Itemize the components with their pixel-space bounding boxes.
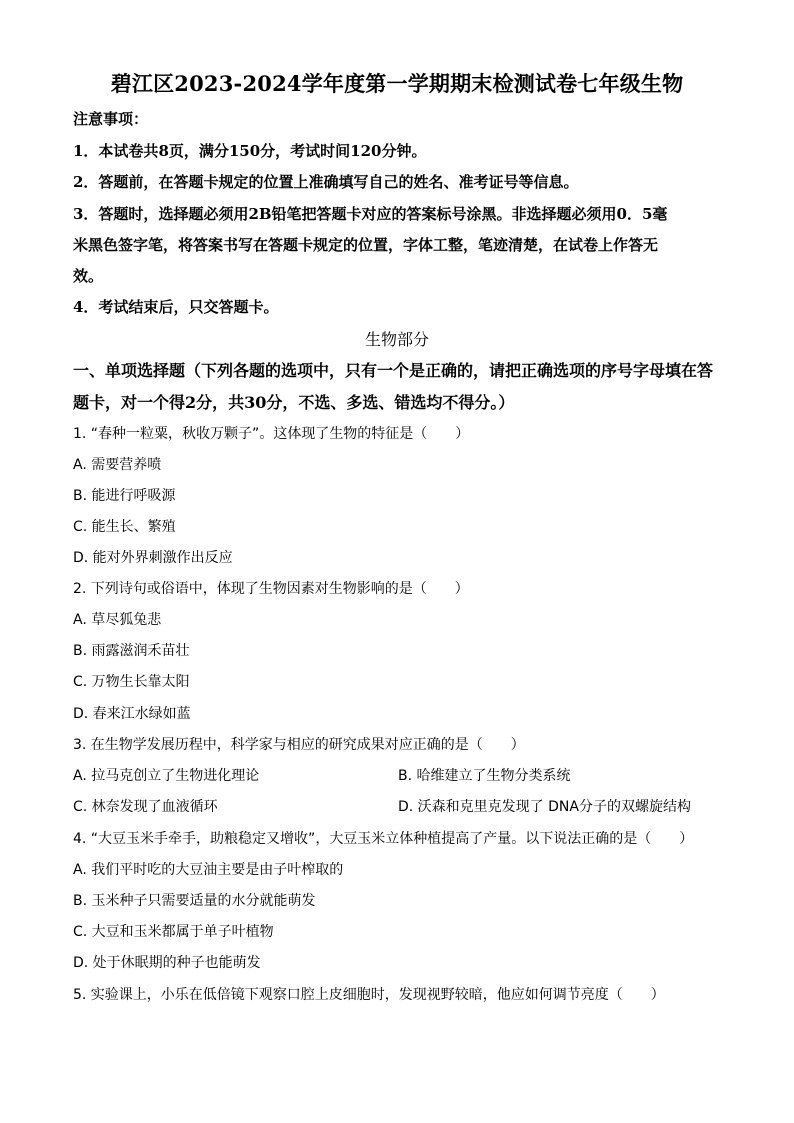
question-3-option-b: B. 哈维建立了生物分类系统 xyxy=(398,768,571,784)
section-heading-line-1: 一、单项选择题（下列各题的选项中，只有一个是正确的，请把正确选项的序号字母填在答 xyxy=(73,361,714,380)
question-1-stem: 1. “春种一粒粟，秋收万颗子”。这体现了生物的特征是（ ） xyxy=(73,426,470,442)
question-3-option-c: C. 林奈发现了血液循环 xyxy=(73,799,218,815)
exam-title: 碧江区2023-2024学年度第一学期期末检测试卷七年级生物 xyxy=(110,71,684,96)
question-1-option-c: C. 能生长、繁殖 xyxy=(73,519,176,535)
notice-item-4: 4．考试结束后，只交答题卡。 xyxy=(73,298,279,316)
question-4-option-c: C. 大豆和玉米都属于单子叶植物 xyxy=(73,924,274,940)
question-1-option-d: D. 能对外界刺激作出反应 xyxy=(73,550,233,566)
notice-item-3-line-3: 效。 xyxy=(73,267,104,285)
question-4-option-b: B. 玉米种子只需要适量的水分就能萌发 xyxy=(73,893,316,909)
notice-item-1: 1．本试卷共8页，满分150分，考试时间120分钟。 xyxy=(73,142,427,160)
question-3-stem: 3. 在生物学发展历程中，科学家与相应的研究成果对应正确的是（ ） xyxy=(73,737,525,753)
section-heading-line-2: 题卡，对一个得2分，共30分，不选、多选、错选均不得分。） xyxy=(73,393,515,412)
question-4-option-d: D. 处于休眠期的种子也能萌发 xyxy=(73,955,261,971)
question-1-option-a: A. 需要营养喷 xyxy=(73,457,162,473)
question-2-option-a: A. 草尽狐兔悲 xyxy=(73,612,162,628)
question-2-stem: 2. 下列诗句或俗语中，体现了生物因素对生物影响的是（ ） xyxy=(73,581,469,597)
question-3-option-d: D. 沃森和克里克发现了 DNA分子的双螺旋结构 xyxy=(398,799,691,815)
question-2-option-c: C. 万物生长靠太阳 xyxy=(73,674,190,690)
notice-item-3-line-1: 3．答题时，选择题必须用2B铅笔把答题卡对应的答案标号涂黑。非选择题必须用0．5毫 xyxy=(73,205,668,223)
question-5-stem: 5. 实验课上，小乐在低倍镜下观察口腔上皮细胞时，发现视野较暗，他应如何调节亮度（ ） xyxy=(73,987,665,1003)
notice-item-3-line-2: 米黑色签字笔，将答案书写在答题卡规定的位置，字体工整，笔迹清楚，在试卷上作答无 xyxy=(73,236,659,254)
section-title: 生物部分 xyxy=(364,330,429,349)
question-4-option-a: A. 我们平时吃的大豆油主要是由子叶榨取的 xyxy=(73,862,344,878)
question-2-option-b: B. 雨露滋润禾苗壮 xyxy=(73,643,190,659)
question-3-option-a: A. 拉马克创立了生物进化理论 xyxy=(73,768,260,784)
question-2-option-d: D. 春来江水绿如蓝 xyxy=(73,706,191,722)
question-4-stem: 4. “大豆玉米手牵手，助粮稳定又增收”，大豆玉米立体种植提高了产量。以下说法正确的是（ ） xyxy=(73,831,694,847)
notice-heading: 注意事项： xyxy=(73,110,149,128)
question-1-option-b: B. 能进行呼吸源 xyxy=(73,488,176,504)
notice-item-2: 2．答题前，在答题卡规定的位置上准确填写自己的姓名、准考证号等信息。 xyxy=(73,173,579,191)
